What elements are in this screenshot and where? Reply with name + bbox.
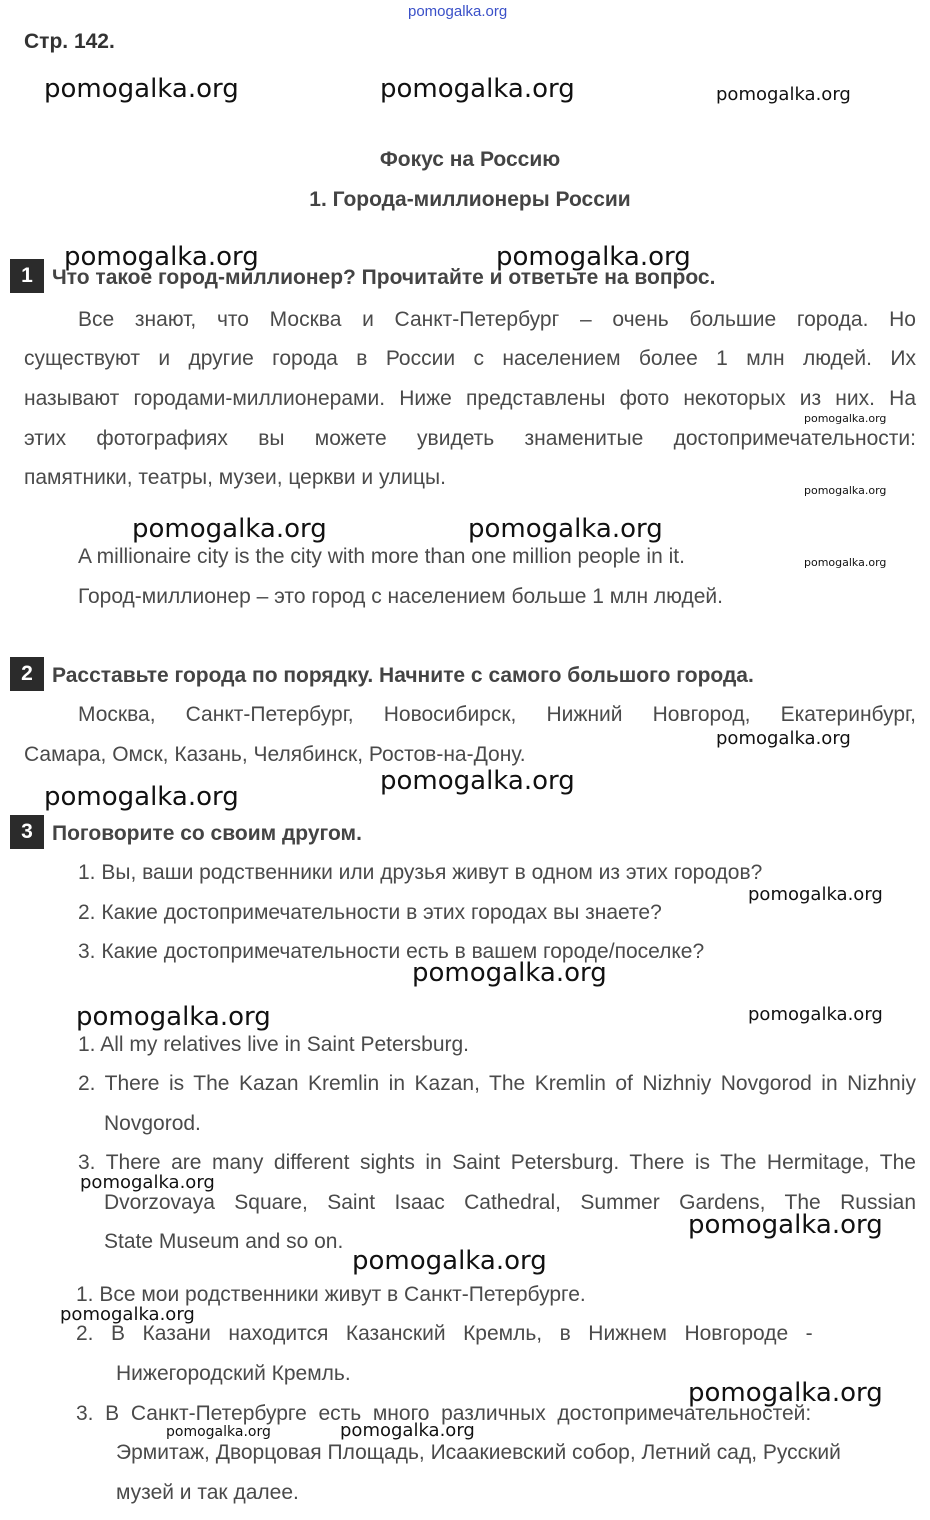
- task-title-2: Расставьте города по порядку. Начните с самого большого города.: [52, 664, 754, 687]
- answer-en: A millionaire city is the city with more than one million people in it.: [78, 545, 685, 568]
- answer-ru-line: 1. Все мои родственники живут в Санкт-Петербурге.: [76, 1283, 586, 1306]
- answer-ru-line: 2. В Казани находится Казанский Кремль, в Нижнем Новгороде -: [76, 1322, 813, 1345]
- answer-en-line: Novgorod.: [104, 1112, 201, 1135]
- watermark: pomogalka.org: [44, 782, 239, 812]
- answer-en-line: 3. There are many different sights in Saint Petersburg. There is The Hermitage, The: [78, 1151, 916, 1174]
- watermark: pomogalka.org: [80, 1172, 215, 1193]
- watermark: pomogalka.org: [76, 1002, 271, 1032]
- watermark: pomogalka.org: [132, 514, 327, 544]
- watermark: pomogalka.org: [804, 412, 887, 425]
- watermark: pomogalka.org: [804, 484, 887, 497]
- watermark: pomogalka.org: [352, 1246, 547, 1276]
- paragraph-line: памятники, театры, музеи, церкви и улицы.: [24, 466, 446, 489]
- question: 1. Вы, ваши родственники или друзья живут в одном из этих городов?: [78, 861, 763, 884]
- answer-ru-line: Эрмитаж, Дворцовая Площадь, Исаакиевский собор, Летний сад, Русский: [116, 1441, 841, 1464]
- task-number-2: 2: [10, 657, 44, 691]
- main-heading: Фокус на Россию: [379, 148, 561, 171]
- watermark: pomogalka.org: [688, 1210, 883, 1240]
- watermark: pomogalka.org: [716, 728, 851, 749]
- answer-ru-line: 3. В Санкт-Петербурге есть много различных достопримечательностей:: [76, 1402, 812, 1425]
- watermark-top: pomogalka.org: [408, 3, 508, 20]
- watermark: pomogalka.org: [716, 84, 851, 105]
- answer-ru-line: Нижегородский Кремль.: [116, 1362, 351, 1385]
- watermark: pomogalka.org: [64, 242, 259, 272]
- watermark: pomogalka.org: [60, 1304, 195, 1325]
- watermark: pomogalka.org: [166, 1424, 271, 1440]
- watermark: pomogalka.org: [688, 1378, 883, 1408]
- answer-ru-line: музей и так далее.: [116, 1481, 299, 1504]
- cities-line: Москва, Санкт-Петербург, Новосибирск, Нижний Новгород, Екатеринбург,: [78, 703, 916, 726]
- sub-heading: 1. Города-миллионеры России: [309, 188, 631, 211]
- answer-en-line: 2. There is The Kazan Kremlin in Kazan, The Kremlin of Nizhniy Novgorod in Nizhniy: [78, 1072, 916, 1095]
- page-number: Стр. 142.: [24, 30, 115, 53]
- task-number-1: 1: [10, 259, 44, 293]
- task-title-1: Что такое город-миллионер? Прочитайте и ответьте на вопрос.: [52, 266, 716, 289]
- watermark: pomogalka.org: [748, 884, 883, 905]
- watermark: pomogalka.org: [496, 242, 691, 272]
- task-number-3: 3: [10, 815, 44, 849]
- watermark: pomogalka.org: [44, 74, 239, 104]
- answer-ru: Город-миллионер – это город с населением больше 1 млн людей.: [78, 585, 723, 608]
- paragraph-line: этих фотографиях вы можете увидеть знаменитые достопримечательности:: [24, 427, 916, 450]
- paragraph-line: Все знают, что Москва и Санкт-Петербург – очень большие города. Но: [78, 308, 916, 331]
- watermark: pomogalka.org: [340, 1420, 475, 1441]
- cities-line: Самара, Омск, Казань, Челябинск, Ростов-на-Дону.: [24, 743, 526, 766]
- question: 2. Какие достопримечательности в этих городах вы знаете?: [78, 901, 662, 924]
- watermark: pomogalka.org: [804, 556, 887, 569]
- paragraph-line: существуют и другие города в России с населением более 1 млн людей. Их: [24, 347, 916, 370]
- watermark: pomogalka.org: [380, 766, 575, 796]
- watermark: pomogalka.org: [468, 514, 663, 544]
- answer-en-line: 1. All my relatives live in Saint Petersburg.: [78, 1033, 470, 1056]
- watermark: pomogalka.org: [412, 958, 607, 988]
- answer-en-line: State Museum and so on.: [104, 1230, 344, 1253]
- paragraph-line: называют городами-миллионерами. Ниже представлены фото некоторых из них. На: [24, 387, 916, 410]
- task-title-3: Поговорите со своим другом.: [52, 822, 362, 845]
- watermark: pomogalka.org: [380, 74, 575, 104]
- question: 3. Какие достопримечательности есть в вашем городе/поселке?: [78, 940, 705, 963]
- answer-en-line: Dvorzovaya Square, Saint Isaac Cathedral, Summer Gardens, The Russian: [104, 1191, 916, 1214]
- watermark: pomogalka.org: [748, 1004, 883, 1025]
